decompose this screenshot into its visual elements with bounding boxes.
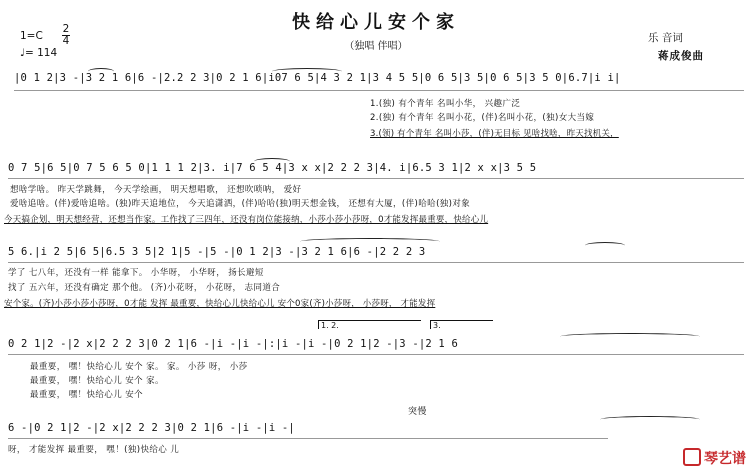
beam-rule xyxy=(8,178,744,179)
lyric-line-2-3: 今天搞企划，明天想经营，还想当作家。工作找了三四年，还没有岗位能接纳，小莎小莎小莎呀，0才能发挥最重要，快给心儿 xyxy=(4,215,489,225)
time-bottom: 4 xyxy=(62,35,70,47)
notation-line-2: 0 7 5|6 5|0 7 5 6 5 0|1 1 1 2|3. i|7 6 5 4|3 x x|2 2 2 3|4. i|6.5 3 1|2 x x|3 5 5 xyxy=(8,162,537,174)
lyric-line-4-3: 最重要， 嘿！快给心儿 安个 xyxy=(30,390,144,400)
notation-line-3: 5 6.|i 2 5|6 5|6.5 3 5|2 1|5 -|5 -|0 1 2|3 -|3 2 1 6|6 -|2 2 2 3 xyxy=(8,246,426,258)
beam-rule xyxy=(14,90,744,91)
volta-bracket-first: 1. 2. xyxy=(318,320,421,329)
time-signature xyxy=(62,24,70,47)
lyric-line-2-1: 想啥学啥。 昨天学跳舞， 今天学绘画， 明天想唱歌， 还想吹唢呐， 爱好 xyxy=(10,185,302,195)
lyric-line-2-2: 爱啥追啥。(伴)爱啥追啥。(独)昨天追地位， 今天追潇洒，(伴)哈哈(独)明天想金钱， 还想有大厦，(伴)哈哈(独)对象 xyxy=(10,199,471,209)
lyric-line-3-3: 安个家。(齐)小莎小莎小莎呀，0才能 发挥 最重要，快给心儿快给心儿 安个0家(齐)小莎呀， 小莎呀， 才能发挥 xyxy=(4,299,436,309)
lyric-line-3-2: 找了 五六年，还没有确定 那个他。 (齐)小花呀， 小花呀， 志同道合 xyxy=(8,283,281,293)
notation-line-5: 6 -|0 2 1|2 -|2 x|2 2 2 3|0 2 1|6 -|i -|i -| xyxy=(8,422,295,434)
tie-mark xyxy=(272,68,342,75)
beam-rule xyxy=(8,262,744,263)
lyric-line-4-2: 最重要， 嘿！快给心儿 安个 家。 xyxy=(30,376,164,386)
beam-rule xyxy=(8,354,744,355)
tempo-change-marking: 突慢 xyxy=(408,407,427,417)
lyric-line-1-3: 3.(领) 有个青年 名叫小莎，(伴)无目标 见啥找啥，昨天找机关， xyxy=(370,129,619,139)
notation-line-1: |0 1 2|3 -|3 2 1 6|6 -|2.2 2 3|0 2 1 6|i07 6 5|4 3 2 1|3 4 5 5|0 6 5|3 5|0 6 5|3 5 0|6.7|i i| xyxy=(14,72,621,84)
composer-credit: 蒋成俊曲 xyxy=(658,50,704,62)
tie-mark xyxy=(600,416,700,423)
time-top: 2 xyxy=(62,23,70,35)
logo-text: 琴艺谱 xyxy=(704,451,746,467)
site-logo xyxy=(683,448,746,468)
lyric-line-1-1: 1.(独) 有个青年 名叫小华， 兴趣广泛 xyxy=(370,99,521,109)
tie-mark xyxy=(88,68,114,75)
lyric-line-1-2: 2.(独) 有个青年 名叫小花，(伴)名叫小花，(独)女大当嫁 xyxy=(370,113,595,123)
tie-mark xyxy=(585,242,625,249)
notation-line-4: 0 2 1|2 -|2 x|2 2 2 3|0 2 1|6 -|i -|i -|:|i -|i -|0 2 1|2 -|3 -|2 1 6 xyxy=(8,338,458,350)
logo-mark-icon xyxy=(683,448,701,466)
tempo-marking: ♩= 114 xyxy=(20,47,58,59)
lyric-line-5-1: 呀， 才能发挥 最重要， 嘿！(独)快给心 儿 xyxy=(8,445,180,455)
lyric-line-3-1: 学了 七八年，还没有一样 能拿下。 小华呀， 小华呀， 扬长避短 xyxy=(8,268,264,278)
key-signature: 1=C xyxy=(20,30,43,42)
volta-bracket-second: 3. xyxy=(430,320,493,329)
song-subtitle: （独唱 伴唱） xyxy=(344,41,408,52)
tie-mark xyxy=(300,238,440,245)
tie-mark xyxy=(254,158,290,165)
lyric-line-4-1: 最重要， 嘿！快给心儿 安个 家。 家。 小莎 呀， 小莎 xyxy=(30,362,248,372)
song-title: 快给心儿安个家 xyxy=(292,12,460,33)
lyricist-credit: 乐 音词 xyxy=(648,32,683,44)
beam-rule xyxy=(8,438,608,439)
tie-mark xyxy=(560,333,700,340)
